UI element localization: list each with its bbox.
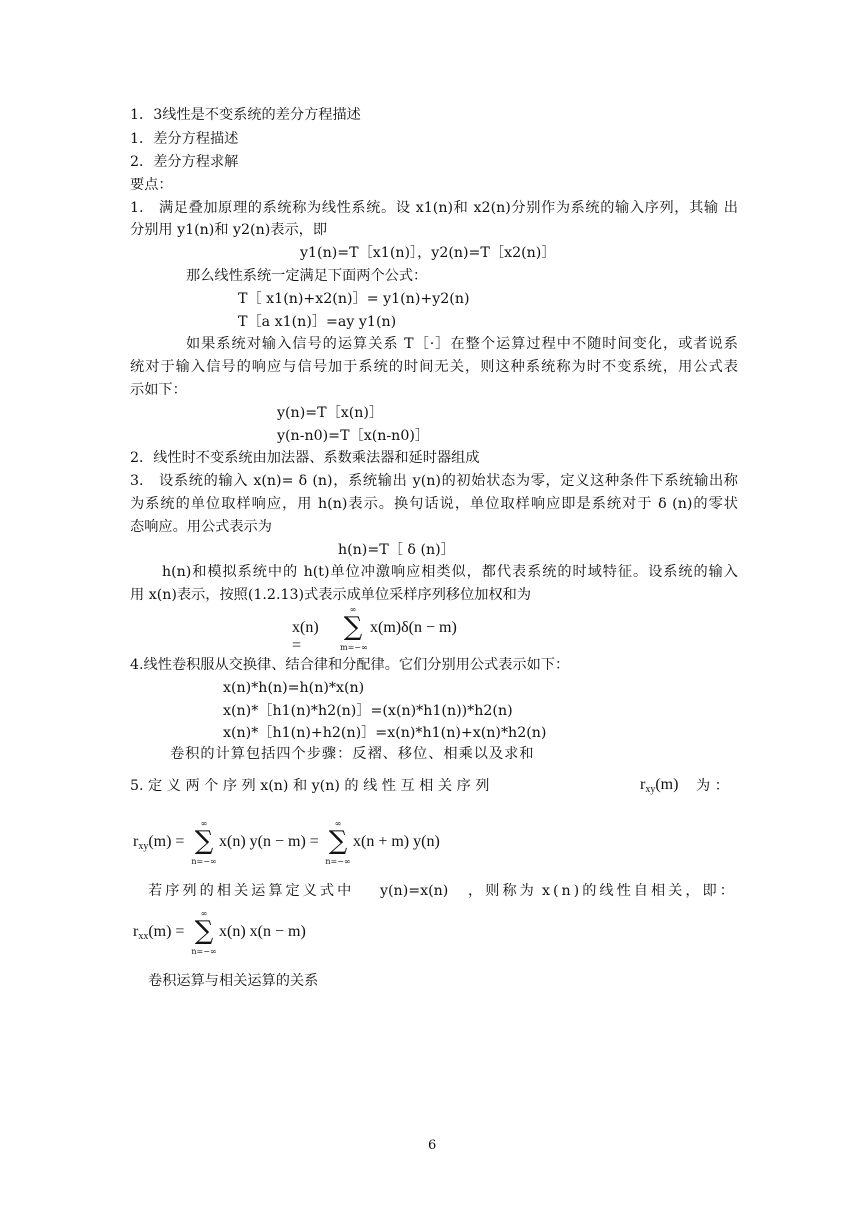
- line-formula-associative: x(n)*［h1(n)*h2(n)］=(x(n)*h1(n))*h2(n): [223, 703, 513, 719]
- line-point3-b: 为系统的单位取样响应，用 h(n)表示。换句话说，单位取样响应即是系统对于 δ (n)的零状: [130, 496, 738, 512]
- sum-block-2: [325, 820, 351, 866]
- line-relation: 卷积运算与相关运算的关系: [148, 973, 319, 989]
- line-formula-additivity: T［ x1(n)+x2(n)］= y1(n)+y2(n): [238, 291, 470, 307]
- line-point4: 4.线性卷积服从交换律、结合律和分配律。它们分别用公式表示如下：: [130, 657, 570, 673]
- line-convolution-steps: 卷积的计算包括四个步骤：反褶、移位、相乘以及求和: [170, 746, 535, 762]
- sum-lower-limit: n=−∞: [325, 857, 351, 866]
- eq1-lhs: x(n) =: [292, 619, 319, 654]
- rxy-lhs: $r_{xy}(m)$ =: [133, 833, 185, 852]
- rxy-symbol: $r_{xy}(m)$: [640, 776, 679, 795]
- line-point3-c: 态响应。用公式表示为: [130, 519, 272, 535]
- rxx-rhs: x(n) x(n − m): [219, 923, 306, 940]
- eq1-rhs: x(m)δ(n − m): [370, 619, 457, 636]
- line-point5-end: 为 ：: [696, 778, 729, 794]
- line-para1-c: 那么线性系统一定满足下面两个公式：: [186, 268, 428, 284]
- sum-block-3: [191, 910, 217, 956]
- line-formula-hn: h(n)=T［ δ (n)］: [338, 542, 455, 558]
- line-para1-a: 1. 满足叠加原理的系统称为线性系统。设 x1(n)和 x2(n)分别作为系统的输入序列，其输 出: [130, 200, 738, 216]
- rxx-lhs: $r_{xx}(m)$ =: [133, 923, 185, 942]
- sum-upper-limit: ∞: [349, 605, 357, 614]
- line-section-title: 1．3线性是不变系统的差分方程描述: [130, 107, 361, 123]
- sum-upper-limit: ∞: [200, 909, 208, 918]
- sum-lower-limit: n=−∞: [191, 947, 217, 956]
- equation-auto-correlation: [133, 910, 433, 960]
- line-para1-b: 分别用 y1(n)和 y2(n)表示，即: [130, 222, 328, 238]
- line-point3-a: 3. 设系统的输入 x(n)= δ (n)，系统输出 y(n)的初始状态为零，定义这种条件下系统输出称: [130, 473, 738, 489]
- page-number: 6: [428, 1138, 437, 1153]
- line-autocorr-c: ，则称为: [468, 883, 537, 899]
- equation-cross-correlation: [133, 820, 533, 870]
- line-para2-b: 统对于输入信号的响应与信号加于系统的时间无关，则这种系统称为时不变系统，用公式表: [130, 359, 738, 375]
- line-autocorr-a: 若序列的相关运算定义式中: [148, 883, 355, 899]
- line-para3-b: 用 x(n)表示，按照(1.2.13)式表示成单位采样序列移位加权和为: [130, 587, 532, 603]
- line-point5: 5. 定 义 两 个 序 列 x(n) 和 y(n) 的 线 性 互 相 关 序 列: [130, 778, 490, 794]
- sum-icon: ∑: [328, 826, 348, 856]
- line-para3-a: h(n)和模拟系统中的 h(t)单位冲激响应相类似，都代表系统的时域特征。设系统的输入: [162, 564, 738, 580]
- sum-upper-limit: ∞: [200, 819, 208, 828]
- rxy-mid: x(n) y(n − m) =: [219, 833, 319, 850]
- sum-lower-limit: n=−∞: [191, 857, 217, 866]
- line-para2-c: 示如下：: [130, 382, 187, 398]
- sum-icon: ∑: [194, 826, 214, 856]
- rxy-rhs: x(n + m) y(n): [353, 833, 440, 850]
- line-autocorr-b: y(n)=x(n): [380, 883, 449, 899]
- line-heading-1: 1．差分方程描述: [130, 131, 239, 147]
- sum-lower-limit: m=−∞: [340, 643, 368, 652]
- line-formula-homogeneity: T［a x1(n)］=ay y1(n): [238, 314, 397, 330]
- line-key-points: 要点：: [130, 177, 173, 193]
- line-formula-distributive: x(n)*［h1(n)+h2(n)］=x(n)*h1(n)+x(n)*h2(n): [223, 725, 547, 741]
- line-formula-yn-shift: y(n-n0)=T［x(n-n0)］: [277, 428, 430, 444]
- line-para2-a: 如果系统对输入信号的运算关系 T［·］在整个运算过程中不随时间变化，或者说系: [186, 336, 738, 352]
- sum-block: [340, 606, 366, 652]
- sum-icon: ∑: [194, 916, 214, 946]
- sum-upper-limit: ∞: [334, 819, 342, 828]
- line-formula-commutative: x(n)*h(n)=h(n)*x(n): [223, 680, 365, 696]
- line-formula-yn: y(n)=T［x(n)］: [277, 405, 384, 421]
- line-heading-2: 2．差分方程求解: [130, 154, 239, 170]
- line-formula-y1y2: y1(n)=T［x1(n)］，y2(n)=T［x2(n)］: [300, 245, 556, 261]
- line-autocorr-d: x(n)的线性自相关，即：: [542, 883, 737, 899]
- line-point2: 2．线性时不变系统由加法器、系数乘法器和延时器组成: [130, 450, 480, 466]
- sum-icon: ∑: [343, 612, 363, 642]
- sum-block-1: [191, 820, 217, 866]
